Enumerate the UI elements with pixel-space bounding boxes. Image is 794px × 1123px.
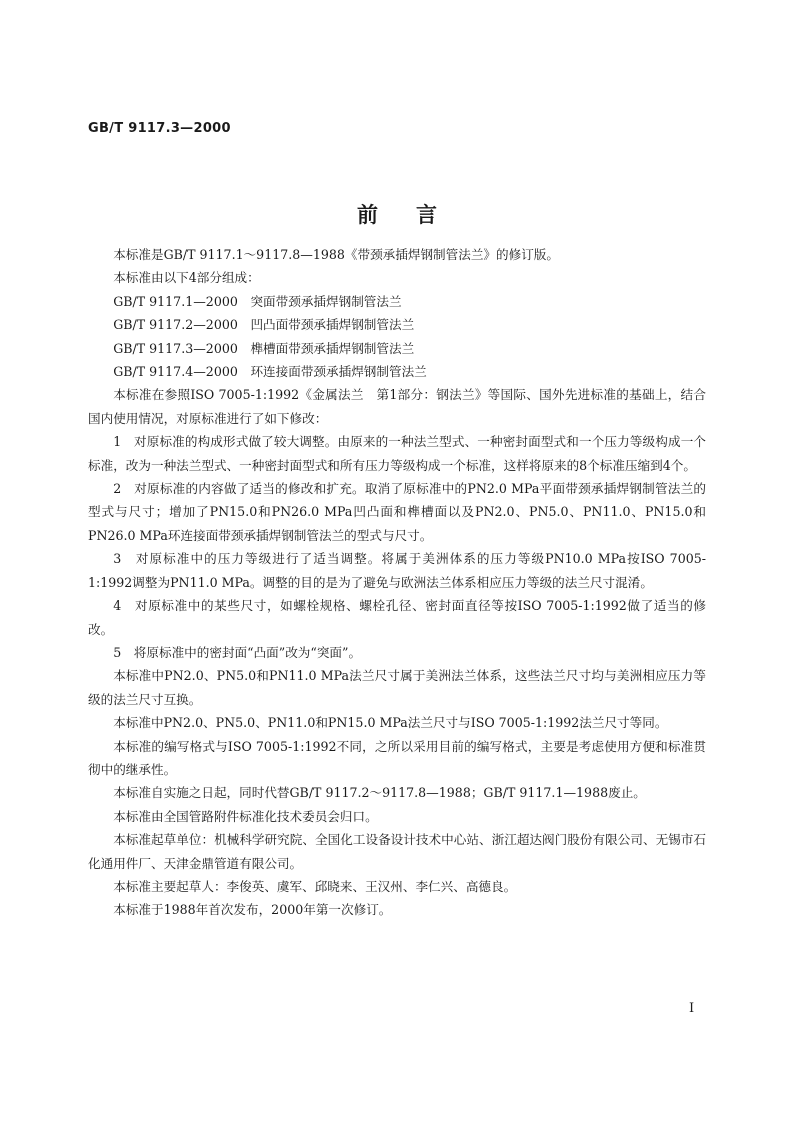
paragraph: 1 对原标准的构成形式做了较大调整。由原来的一种法兰型式、一种密封面型式和一个压力等级构成一个标准，改为一种法兰型式、一种密封面型式和所有压力等级构成一个标准，这样将原来的8个标准压缩到4个。	[88, 434, 706, 473]
paragraph: 本标准在参照ISO 7005-1:1992《金属法兰 第1部分：钢法兰》等国际、国外先进标准的基础上，结合国内使用情况，对原标准进行了如下修改：	[88, 387, 706, 426]
paragraph: 本标准起草单位：机械科学研究院、全国化工设备设计技术中心站、浙江超达阀门股份有限公司、无锡市石化通用件厂、天津金鼎管道有限公司。	[88, 832, 706, 871]
paragraph: 本标准主要起草人：李俊英、虞军、邱晓来、王汉州、李仁兴、高德良。	[113, 878, 517, 894]
standard-code-header: GB/T 9117.3—2000	[88, 121, 231, 136]
paragraph: 2 对原标准的内容做了适当的修改和扩充。取消了原标准中的PN2.0 MPa平面带颈承插焊钢制管法兰的型式与尺寸；增加了PN15.0和PN26.0 MPa凹凸面和榫槽面以及PN2.0、PN5.0、PN11.0、PN15.0和PN26.0 MPa环连接面带颈承插焊钢制管法兰的型式与尺寸。	[88, 481, 706, 543]
list-item: GB/T 9117.1—2000 突面带颈承插焊钢制管法兰	[113, 293, 402, 309]
paragraph: 本标准中PN2.0、PN5.0、PN11.0和PN15.0 MPa法兰尺寸与ISO 7005-1:1992法兰尺寸等同。	[113, 715, 668, 731]
paragraph: 本标准由以下4部分组成：	[113, 270, 260, 286]
paragraph: 本标准中PN2.0、PN5.0和PN11.0 MPa法兰尺寸属于美洲法兰体系，这些法兰尺寸均与美洲相应压力等级的法兰尺寸互换。	[88, 668, 706, 707]
paragraph: 4 对原标准中的某些尺寸，如螺栓规格、螺栓孔径、密封面直径等按ISO 7005-1:1992做了适当的修改。	[88, 598, 706, 637]
paragraph: 本标准于1988年首次发布，2000年第一次修订。	[113, 902, 392, 918]
paragraph: 5 将原标准中的密封面“凸面”改为“突面”。	[113, 644, 362, 660]
paragraph: 本标准由全国管路附件标准化技术委员会归口。	[113, 808, 378, 824]
paragraph: 本标准是GB/T 9117.1～9117.8—1988《带颈承插焊钢制管法兰》的修订版。	[113, 247, 559, 262]
list-item: GB/T 9117.4—2000 环连接面带颈承插焊钢制管法兰	[113, 364, 427, 380]
page-title: 前言	[357, 203, 475, 227]
paragraph: 本标准自实施之日起，同时代替GB/T 9117.2～9117.8—1988；GB/T 9117.1—1988废止。	[113, 785, 646, 801]
page-number: I	[689, 1001, 695, 1016]
paragraph: 本标准的编写格式与ISO 7005-1:1992不同，之所以采用目前的编写格式，主要是考虑使用方便和标准贯彻中的继承性。	[88, 738, 706, 777]
document-body	[88, 243, 706, 922]
list-item: GB/T 9117.3—2000 榫槽面带颈承插焊钢制管法兰	[113, 340, 415, 356]
paragraph: 3 对原标准中的压力等级进行了适当调整。将属于美洲体系的压力等级PN10.0 MPa按ISO 7005-1:1992调整为PN11.0 MPa。调整的目的是为了避免与欧洲法兰体系相应压力等级的法兰尺寸混淆。	[88, 551, 706, 590]
list-item: GB/T 9117.2—2000 凹凸面带颈承插焊钢制管法兰	[113, 317, 415, 333]
